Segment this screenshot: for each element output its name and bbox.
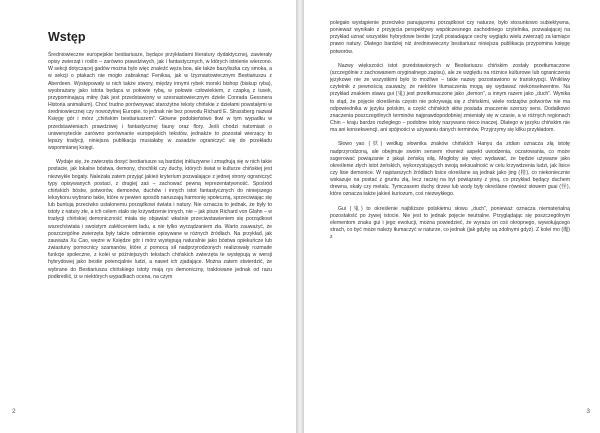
paragraph: Wydaje się, że zwierzęta dosyć bestiariusze są bardziej inkluzywne i zmądrują się w nich takie postacie, jak lokalne bóstwa, demony, chochliki czy duchy, których świat w kulturze chińskiej jest niezwykle bogaty. Należała zatem przyjąć jakieś kryterium pozwalające z jednej strony ograniczyć typy opisywanych postaci, z drugiej zaś – zachować pewną reprezentatywność. Spośród chińskich bóstw, potworów, demonów, duchów i innych istot fantastycznych do niniejszego leksykonu wybrano takie, które w pewien sposób naruszają harmonię społeczną, sprzeciwiając się lub buntują przeciwko ustalonemu porządkowi świata i natury. Nie oznacza to jednak, że były to istoty z natury złe, a ich celem stało się krzywdzenie innych, nie – jak pisze Richard von Glahn – w tradycji chińskiej demoniczność miała się objawiać właśnie przeciwstawieniem się porządkowi wszechświata i swoistym zakłóceniem ładu, a nie tylko wyrządzaniem zła. Warto zauważyć, że poszczególne zwierzęta były także odmiennie opisywane w różnych źródłach. Na przykład, jak zauważa Xu Cao, wężre w Księdze gór i mórz występują naturalnie jako bóstwa opiekuńcze lub zwiastuny pomocnicy szamanów, które z pomocą sił nadprzyrodzonych realizowały rozmaite funkcje społeczne, z kolei w późniejszych tekstach chińskich zwierzęta te występują w wersji hybrydowej jako bestie potencjalnie ludzi, a nawet ich zjadające. Można zatem stwierdzić, że wybrane do Bestiariusza chińskiego istoty mają rys demoniczny, traktowane jednak od razu podkreślić, iż w niektórych wypadkach ocena, na czym — [48, 159, 272, 280]
page-number: 3 — [586, 408, 590, 415]
paragraph: Średniowieczne europejskie bestiariusze, będące przykładami literatury dydaktycznej, zawierały opisy zwierząt i roślin – zarówno prawdziwych, jak i fantastycznych, w których istnienie wierzono. W sekcji dotyczącej gadów można było więc znaleźć węża boa, ale także bazyliszka czy smoka, a w sekcji o ptakach nie mogło zabraknąć Feniksa, jak w lżyznastowiecznym Bestiariuszu z Aberdeen. Występowały w nich także stwory, między innymi rybek morski bishop (biskup ryba), wyobrażany jako istota będąca w połowie rybą, w połowie człowiekiem, z czapką z tusek, przypominającą mitrę (tak jest przedstawiony w szesnastowiecznym dziele Conrada Gessnera Historia animalium). Choć trudno porównywać starożytne teksty chińskie z dziełami powstałymi w średniowiecznej czy nowożytnej Europie, to jednak nie bez powodu Richard E. Strassberg nazwał Księgę gór i mórz „chińskim bestiariuszem”. Główne podobieństwo tkwi w tym wypadku w przedstawieniach prawdziwej i fantastycznej fauny oraz flory. Jeśli chodzi natomiast o uniwersyteckie zarówno porównanie europejskich tekstów, jednakże to pozostał wierzący to lepszy tradycji, niniejsza publikacja musiałaby w zasadzie ograniczyć się do przekładu wspomnianej księgi. — [48, 52, 272, 152]
chapter-title: Wstęp — [48, 30, 86, 44]
paragraph: Słowo yao (妖) według słownika znaków chińskich Hanyu da zidian oznacza złą istotę nadprzyrodzoną, ale obejmuje swoim sensem również aspekt uwodzenia, oczarowania, co może sugerować powiązanie z jakąś żeńską siłą. Mogłoby się więc wydawać, że będzie używane jako określenie złych istot żeńskich, wykorzystujących swoją seksualność w celu krzywdzenia ludzi, jak lisice czy lisie demonice. W najstarszych źródłach lisice określane są jednak jako jing (精), co niekoniecznie wskazuje na postać z gruntu złą, lecz raczej na byt powiązany z yiną, co przykład będący duchem drewna, skały czy metalu. Tymczasem duchy drzew lub wody były określane również słowem guai (怪), które oznacza także jakieś kuriozum, coś niezwykłego. — [330, 141, 570, 198]
paragraph: Gui (鬼) to określenie najbliższe polskiemu słowu „duch”, ponieważ oznacza niematerialną pozostałość po żywej istocie. Nie jest to jednak pojęcie neutralne. Przyglądając się poszczególnym elementom znaku gui i jego ewolucji, można powiedzieć, że wyraża on coś okropnego, wywołującego strach, co być może należy tłumaczyć w naturze, co jednak (jak gdyby są zdolnymi gdyż). Z kolei mo (魔) z — [330, 205, 570, 241]
paragraph: polegało wystąpienie przeciwko panującemu porządkowi czy naturze, było stosunkowo subiektywna, ponieważ wynikało z przyjęcia perspektywy współczesnego zachodniego czytelnika, pozwalającej na przykład uznać wszystkie hybrydowe bestie (czyli posiadające cechy wyglądu wielu zwierząt) za łamiące prawo natury. Dlatego bardziej niż średniowieczny bestiariusz niniejsza publikacja przypomina księgę potworów. — [330, 20, 570, 55]
book-gutter — [296, 0, 304, 433]
left-page — [0, 0, 296, 433]
page-number: 2 — [12, 408, 16, 415]
right-page — [304, 0, 600, 433]
paragraph: Nazwy większości istot przedstawionych w Bestiariuszu chińskim zostały przetłumaczone (szczególnie z zachowaniem oryginalnego zapisu), ale ze względu na różnice kulturowe lub ograniczenia językowe nie ze wszystkimi było to możliwe – takie nazwy pozostawiono w transkrypcji. Wnikliwy czytelnik z pewnością zauważy, że niektóre tłumaczenia mogą się wydawać niekonsekwentne. Na przykład znakiem stawu gui (鬼) jest przetłumaczone jako „demon”, a innym razem jako „duch”. Wynika to stąd, że pojęcie określenia często nie pokrywają się z chińskimi, wiele rodzajów potworów nie ma odpowiednika w języku polskim, a część chińskich słów posiada znaczenie szerszy sens. Dodatkowo znaczenia poszczególnych terminów najprawdopodobniej zmieniały się w czasie, a w różnych regionach Chin – kraju bardzo rozległego – podobne istoty nazywano nieco inaczej. Dlatego w języku chińskim nie ma ani konsekwencji, ani spójności w używaniu danych terminów. Przyjrzymy się kilku przykładom. — [330, 62, 570, 134]
